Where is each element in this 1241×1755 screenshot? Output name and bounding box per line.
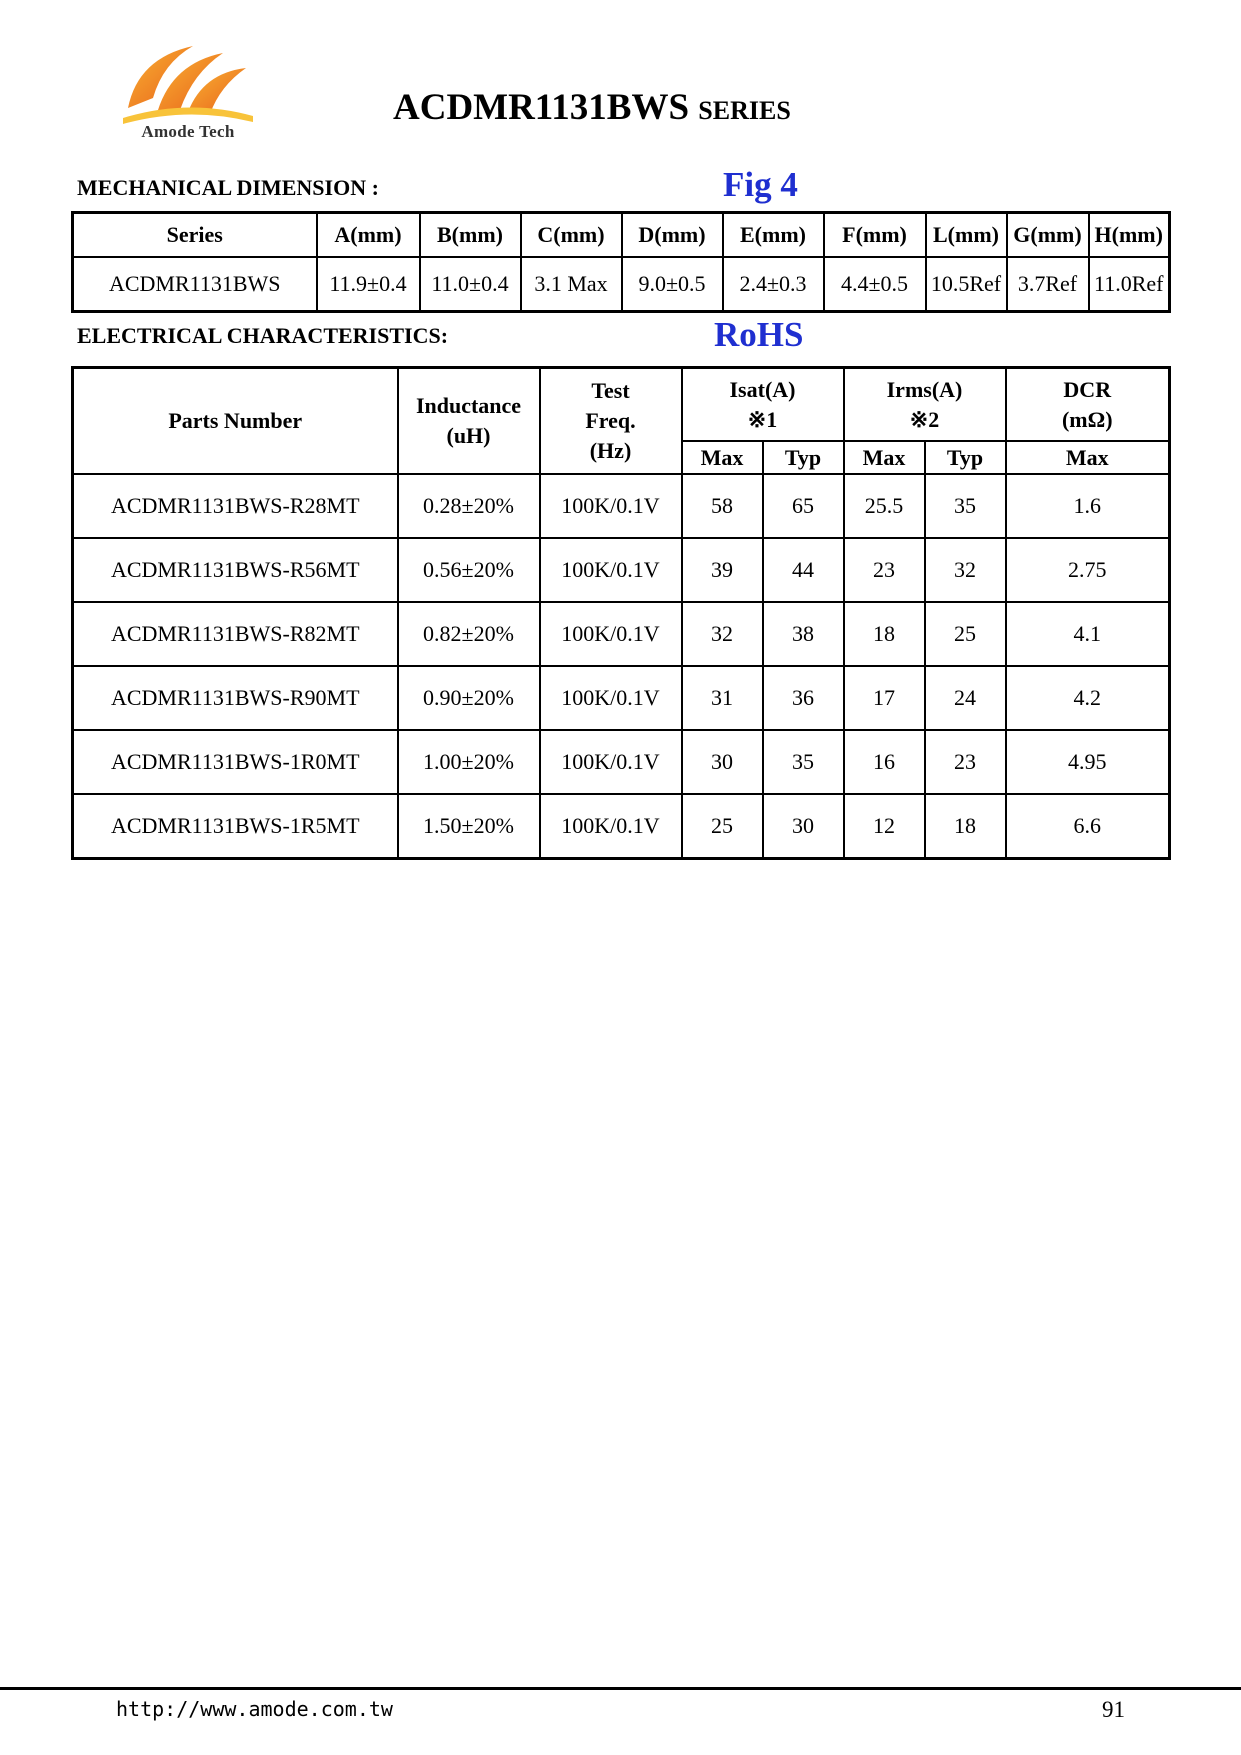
cell-inductance: 1.50±20%: [398, 794, 540, 859]
cell-isat-max: 25: [682, 794, 763, 859]
cell-isat-typ: 36: [763, 666, 844, 730]
cell-test-freq: 100K/0.1V: [540, 538, 682, 602]
inductance-line1: Inductance: [415, 393, 522, 418]
cell-part-number: ACDMR1131BWS-R90MT: [73, 666, 398, 730]
col-header-dcr: [1006, 368, 1170, 442]
cell-part-number: ACDMR1131BWS-1R0MT: [73, 730, 398, 794]
cell-isat-max: 39: [682, 538, 763, 602]
cell-b: 11.0±0.4: [420, 257, 521, 312]
cell-dcr-max: 4.95: [1006, 730, 1170, 794]
col-header-e: E(mm): [723, 213, 824, 258]
table-row: [73, 730, 1170, 794]
isat-line1: Isat(A): [729, 376, 796, 402]
table-row: [73, 538, 1170, 602]
page-number: 91: [1102, 1697, 1125, 1722]
cell-irms-typ: 18: [925, 794, 1006, 859]
cell-irms-max: 12: [844, 794, 925, 859]
title-main: ACDMR1131BWS: [393, 87, 690, 128]
dcr-line1: DCR: [1063, 376, 1112, 402]
col-header-irms: [844, 368, 1006, 442]
cell-test-freq: 100K/0.1V: [540, 666, 682, 730]
cell-e: 2.4±0.3: [723, 257, 824, 312]
table-row: [73, 474, 1170, 538]
cell-isat-typ: 35: [763, 730, 844, 794]
cell-part-number: ACDMR1131BWS-R28MT: [73, 474, 398, 538]
cell-test-freq: 100K/0.1V: [540, 794, 682, 859]
cell-h: 11.0Ref: [1089, 257, 1170, 312]
footer-divider: [0, 1687, 1241, 1690]
cell-isat-typ: 30: [763, 794, 844, 859]
cell-isat-typ: 44: [763, 538, 844, 602]
col-header-irms-typ: Typ: [925, 441, 1006, 474]
col-header-h: H(mm): [1089, 213, 1170, 258]
table-row: [73, 602, 1170, 666]
cell-part-number: ACDMR1131BWS-R56MT: [73, 538, 398, 602]
col-header-part-number: Parts Number: [73, 368, 398, 475]
col-header-d: D(mm): [622, 213, 723, 258]
logo-swoosh-icon: [118, 38, 258, 128]
cell-inductance: 1.00±20%: [398, 730, 540, 794]
mechanical-dimension-table: [71, 211, 1171, 313]
cell-series: ACDMR1131BWS: [73, 257, 317, 312]
electrical-characteristics-table: [71, 366, 1171, 860]
cell-inductance: 0.90±20%: [398, 666, 540, 730]
mechanical-section-label: MECHANICAL DIMENSION :: [77, 175, 379, 200]
test-line2: Freq.: [585, 408, 636, 433]
table-row: [73, 666, 1170, 730]
irms-line2: ※2: [909, 406, 940, 432]
cell-irms-max: 17: [844, 666, 925, 730]
col-header-l: L(mm): [926, 213, 1007, 258]
cell-dcr-max: 6.6: [1006, 794, 1170, 859]
col-header-b: B(mm): [420, 213, 521, 258]
cell-test-freq: 100K/0.1V: [540, 474, 682, 538]
cell-part-number: ACDMR1131BWS-R82MT: [73, 602, 398, 666]
cell-test-freq: 100K/0.1V: [540, 602, 682, 666]
col-header-dcr-max: Max: [1006, 441, 1170, 474]
cell-dcr-max: 4.2: [1006, 666, 1170, 730]
cell-irms-typ: 24: [925, 666, 1006, 730]
page-title: [393, 86, 791, 129]
table-row: [73, 794, 1170, 859]
cell-test-freq: 100K/0.1V: [540, 730, 682, 794]
cell-c: 3.1 Max: [521, 257, 622, 312]
cell-irms-typ: 25: [925, 602, 1006, 666]
isat-line2: ※1: [747, 406, 778, 432]
cell-irms-max: 23: [844, 538, 925, 602]
cell-f: 4.4±0.5: [824, 257, 926, 312]
cell-isat-max: 32: [682, 602, 763, 666]
cell-dcr-max: 4.1: [1006, 602, 1170, 666]
cell-dcr-max: 2.75: [1006, 538, 1170, 602]
table-row: [73, 257, 1170, 312]
cell-g: 3.7Ref: [1007, 257, 1089, 312]
col-header-a: A(mm): [317, 213, 420, 258]
fig-label: Fig 4: [723, 165, 798, 204]
cell-irms-typ: 32: [925, 538, 1006, 602]
electrical-table-body: [73, 474, 1170, 859]
cell-isat-typ: 38: [763, 602, 844, 666]
col-header-series: Series: [73, 213, 317, 258]
col-header-irms-max: Max: [844, 441, 925, 474]
cell-inductance: 0.56±20%: [398, 538, 540, 602]
cell-isat-max: 58: [682, 474, 763, 538]
inductance-line2: (uH): [446, 423, 491, 448]
col-header-c: C(mm): [521, 213, 622, 258]
col-header-isat-max: Max: [682, 441, 763, 474]
cell-irms-max: 16: [844, 730, 925, 794]
cell-a: 11.9±0.4: [317, 257, 420, 312]
cell-inductance: 0.82±20%: [398, 602, 540, 666]
cell-d: 9.0±0.5: [622, 257, 723, 312]
cell-isat-max: 30: [682, 730, 763, 794]
cell-isat-max: 31: [682, 666, 763, 730]
cell-part-number: ACDMR1131BWS-1R5MT: [73, 794, 398, 859]
col-header-f: F(mm): [824, 213, 926, 258]
cell-irms-max: 18: [844, 602, 925, 666]
cell-irms-max: 25.5: [844, 474, 925, 538]
irms-line1: Irms(A): [886, 376, 963, 402]
title-suffix: SERIES: [698, 96, 791, 125]
cell-irms-typ: 23: [925, 730, 1006, 794]
electrical-section-label: ELECTRICAL CHARACTERISTICS:: [77, 323, 449, 348]
cell-inductance: 0.28±20%: [398, 474, 540, 538]
test-line1: Test: [591, 378, 630, 403]
footer-url: http://www.amode.com.tw: [116, 1697, 393, 1721]
col-header-inductance: [398, 368, 540, 475]
col-header-g: G(mm): [1007, 213, 1089, 258]
col-header-isat: [682, 368, 844, 442]
rohs-label: RoHS: [714, 315, 804, 354]
cell-dcr-max: 1.6: [1006, 474, 1170, 538]
col-header-isat-typ: Typ: [763, 441, 844, 474]
cell-l: 10.5Ref: [926, 257, 1007, 312]
cell-irms-typ: 35: [925, 474, 1006, 538]
col-header-test-freq: [540, 368, 682, 475]
test-line3: (Hz): [589, 438, 632, 463]
logo-text: Amode Tech: [141, 122, 235, 141]
cell-isat-typ: 65: [763, 474, 844, 538]
company-logo: [118, 38, 258, 146]
dcr-line2: (mΩ): [1061, 406, 1113, 432]
